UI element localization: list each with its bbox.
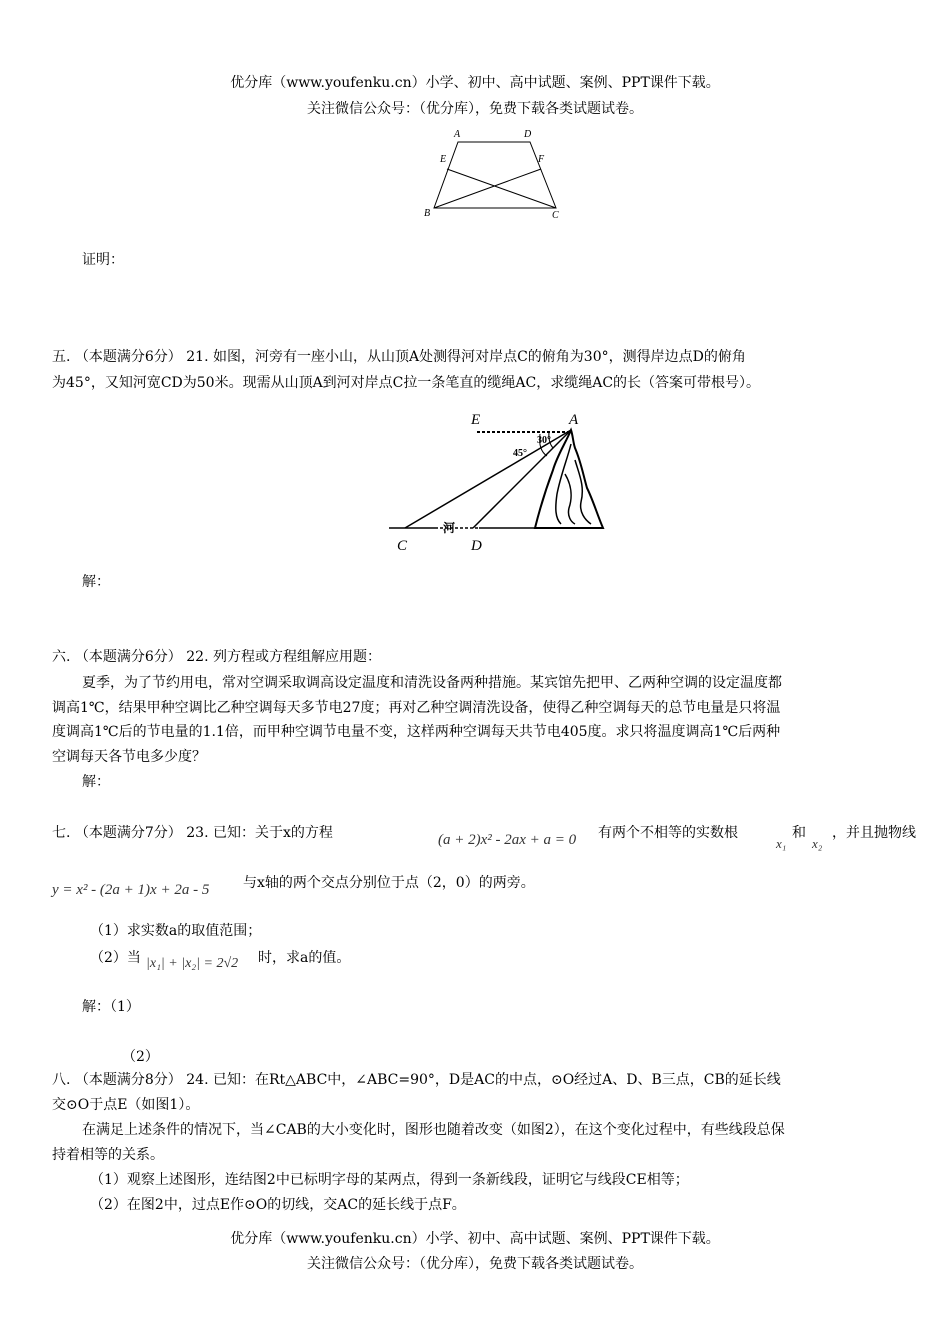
q23-equation-2: y = x² - (2a + 1)x + 2a - 5 — [52, 882, 210, 898]
q23-and: 和 — [792, 825, 806, 841]
diagonal-ec — [447, 169, 556, 208]
footer-line-1: 优分库（www.youfenku.cn）小学、初中、高中试题、案例、PPT课件下载。 — [230, 1231, 720, 1247]
q23-x1: x₁ — [776, 836, 787, 851]
footer-line-2: 关注微信公众号：（优分库），免费下载各类试题试卷。 — [307, 1256, 643, 1272]
label-river: 河 — [443, 521, 456, 535]
label-angle-45: 45° — [513, 448, 527, 459]
q23-mid: 有两个不相等的实数根 — [598, 825, 738, 841]
q22-answer: 解： — [82, 774, 110, 790]
q23-x2: x₂ — [812, 836, 823, 851]
label-b: B — [424, 208, 431, 219]
q23-part-1: （1）求实数a的取值范围； — [90, 923, 262, 939]
q24-line-4: 持着相等的关系。 — [52, 1147, 164, 1163]
mountain-figure — [385, 404, 610, 554]
q21-answer: 解： — [82, 574, 110, 590]
label-d2: D — [471, 538, 482, 554]
label-e2: E — [471, 412, 481, 428]
q22-line-5: 空调每天各节电多少度？ — [52, 749, 206, 765]
q24-line-6: （2）在图2中，过点E作⊙O的切线，交AC的延长线于点F。 — [90, 1197, 466, 1213]
q24-line-1: 八. （本题满分8分） 24. 已知：在Rt△ABC中，∠ABC=90°，D是AC的中点，⊙O经过A、D、B三点，CB的延长线 — [52, 1072, 781, 1088]
q23-part-2-suffix: 时，求a的值。 — [258, 950, 351, 966]
label-e: E — [440, 154, 447, 165]
q21-line-2: 为45°，又知河宽CD为50米。现需从山顶A到河对岸点C拉一条笔直的缆绳AC，求缆绳AC的长（答案可带根号）。 — [52, 375, 761, 391]
label-f: F — [538, 154, 545, 165]
q22-line-3: 调高1℃，结果甲种空调比乙种空调每天多节电27度；再对乙种空调清洗设备，使得乙种空调每天的总节电量是只将温 — [52, 700, 781, 716]
q21-line-1: 五. （本题满分6分） 21. 如图，河旁有一座小山，从山顶A处测得河对岸点C的俯角为30°，测得岸边点D的俯角 — [52, 349, 746, 365]
label-d: D — [524, 129, 532, 140]
mountain-detail-3 — [565, 474, 575, 524]
q23-suffix: ，并且抛物线 — [832, 825, 916, 841]
q23-line-2: 与x轴的两个交点分别位于点（2，0）的两旁。 — [243, 875, 535, 891]
header-line-2: 关注微信公众号：（优分库），免费下载各类试题试卷。 — [307, 101, 643, 117]
trapezoid-outline — [434, 142, 556, 208]
q24-line-3: 在满足上述条件的情况下，当∠CAB的大小变化时，图形也随着改变（如图2），在这个变化过程中，有些线段总保 — [82, 1122, 785, 1138]
q22-line-2: 夏季，为了节约用电，常对空调采取调高设定温度和清洗设备两种措施。某宾馆先把甲、乙两种空调的设定温度都 — [82, 675, 782, 691]
q24-line-5: （1）观察上述图形，连结图2中已标明字母的某两点，得到一条新线段，证明它与线段CE相等； — [90, 1172, 689, 1188]
q23-equation-1: (a + 2)x² - 2ax + a = 0 — [438, 832, 577, 848]
q22-line-1: 六. （本题满分6分） 22. 列方程或方程组解应用题： — [52, 649, 381, 665]
label-a2: A — [569, 412, 579, 428]
q22-line-4: 度调高1℃后的节电量的1.1倍，而甲种空调节电量不变，这样两种空调每天共节电405度。求只将温度调高1℃后两种 — [52, 724, 781, 740]
proof-label: 证明： — [82, 252, 124, 268]
label-c: C — [552, 210, 559, 220]
q23-answer-1: 解：（1） — [82, 999, 140, 1015]
header-line-1: 优分库（www.youfenku.cn）小学、初中、高中试题、案例、PPT课件下载。 — [230, 75, 720, 91]
label-c2: C — [397, 538, 408, 554]
q23-part-2-prefix: （2）当 — [90, 950, 141, 966]
trapezoid-figure — [420, 124, 570, 220]
q23-answer-2: （2） — [122, 1049, 159, 1065]
diagonal-fb — [434, 169, 541, 208]
q23-prefix: 七. （本题满分7分） 23. 已知：关于x的方程 — [52, 825, 333, 841]
label-angle-30: 30° — [537, 435, 551, 446]
q23-part-2-equation: |x₁| + |x₂| = 2√2 — [146, 956, 239, 971]
q24-line-2: 交⊙O于点E（如图1）。 — [52, 1097, 200, 1113]
label-a: A — [454, 129, 461, 140]
